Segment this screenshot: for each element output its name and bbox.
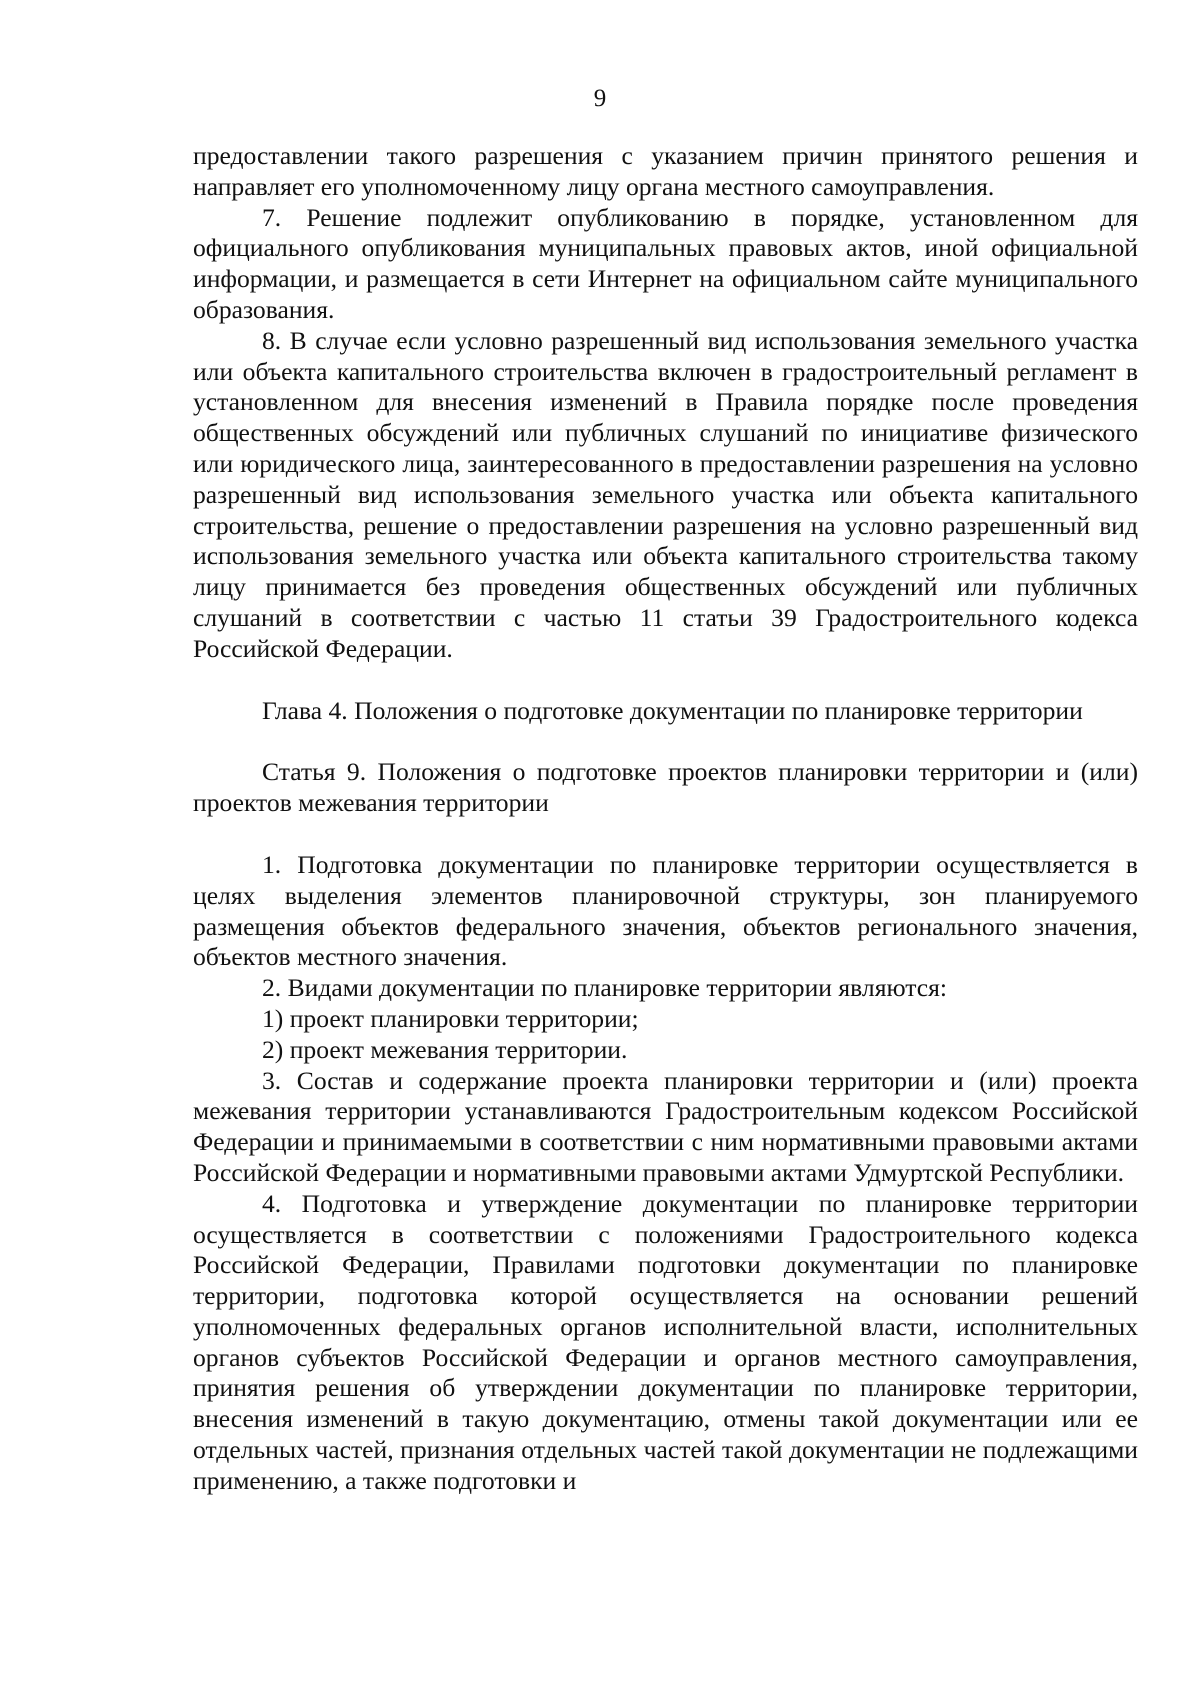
spacer bbox=[193, 665, 1138, 696]
article-heading: Статья 9. Положения о подготовке проектов планировки территории и (или) проектов межевания территории bbox=[193, 757, 1138, 818]
paragraph-item-1: 1. Подготовка документации по планировке территории осуществляется в целях выделения элементов планировочной структуры, зон планируемого размещения объектов федерального значения, объектов регионального значения, объектов местного значения. bbox=[193, 849, 1138, 972]
document-body bbox=[193, 141, 1138, 1497]
spacer bbox=[193, 726, 1138, 757]
list-item-2: 2) проект межевания территории. bbox=[262, 1034, 628, 1064]
chapter-heading: Глава 4. Положения о подготовке документации по планировке территории bbox=[262, 695, 1083, 725]
paragraph-item-3: 3. Состав и содержание проекта планировки территории и (или) проекта межевания территории устанавливаются Градостроительным кодексом Российской Федерации и принимаемыми в соответствии с ним нормативными правовыми актами Российской Федерации и нормативными правовыми актами Удмуртской Республики. bbox=[193, 1065, 1138, 1187]
spacer bbox=[193, 819, 1138, 850]
page-number: 9 bbox=[593, 85, 607, 112]
paragraph-item-2: 2. Видами документации по планировке территории являются: bbox=[262, 973, 947, 1003]
paragraph-item-4: 4. Подготовка и утверждение документации по планировке территории осуществляется в соответствии с положениями Градостроительного кодекса Российской Федерации, Правилами подготовки документации по планировке территории, подготовка которой осуществляется на основании решений уполномоченных федеральных органов исполнительной власти, исполнительных органов субъектов Российской Федерации и органов местного самоуправления, принятия решения об утверждении документации по планировке территории, внесения изменений в такую документацию, отмены такой документации или ее отдельных частей, признания отдельных частей такой документации не подлежащими применению, а также подготовки и bbox=[193, 1188, 1138, 1495]
paragraph-item-8: 8. В случае если условно разрешенный вид использования земельного участка или объекта капитального строительства включен в градостроительный регламент в установленном для внесения изменений в Правила порядке после проведения общественных обсуждений или публичных слушаний по инициативе физического или юридического лица, заинтересованного в предоставлении разрешения на условно разрешенный вид использования земельного участка или объекта капитального строительства, решение о предоставлении разрешения на условно разрешенный вид использования земельного участка или объекта капитального строительства такому лицу принимается без проведения общественных обсуждений или публичных слушаний в соответствии с частью 11 статьи 39 Градостроительного кодекса Российской Федерации. bbox=[193, 325, 1138, 663]
list-item-1: 1) проект планировки территории; bbox=[262, 1003, 639, 1033]
paragraph-continuation: предоставлении такого разрешения с указанием причин принятого решения и направляет его уполномоченному лицу органа местного самоуправления. bbox=[193, 141, 1138, 201]
paragraph-item-7: 7. Решение подлежит опубликованию в порядке, установленном для официального опубликования муниципальных правовых актов, иной официальной информации, и размещается в сети Интернет на официальном сайте муниципального образования. bbox=[193, 202, 1138, 324]
